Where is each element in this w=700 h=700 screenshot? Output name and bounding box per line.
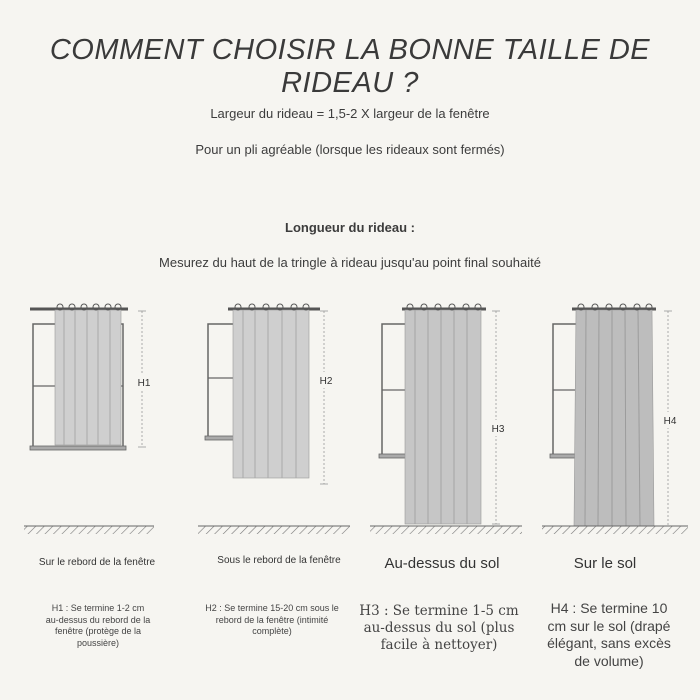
panel-above-floor (370, 304, 522, 534)
curtain-panel (55, 304, 121, 445)
floor (370, 526, 522, 534)
note-line: élégant, sans excès (547, 635, 671, 651)
window-sill (30, 446, 126, 450)
note-below-sill (176, 603, 368, 638)
panel-on-floor (542, 304, 688, 534)
note-line: poussière) (76, 638, 120, 649)
measure-label-h2: H2 (319, 376, 333, 387)
caption-on-floor: Sur le sol (573, 555, 637, 572)
measure-label-h1: H1 (137, 378, 151, 389)
measure-line-h2 (320, 311, 328, 484)
floor (24, 526, 154, 534)
note-line: au-dessus du sol (plus (363, 619, 515, 636)
note-line: facile à nettoyer) (380, 636, 498, 653)
note-line: rebord de la fenêtre (intimité (215, 614, 329, 625)
note-line: H1 : Se termine 1-2 cm (51, 603, 145, 613)
panel-below-sill (198, 304, 350, 534)
length-heading: Longueur du rideau : (285, 220, 415, 235)
note-above-floor (354, 603, 524, 654)
note-line: complète) (252, 626, 292, 637)
note-on-floor (534, 600, 684, 670)
measure-line-h3 (492, 311, 500, 524)
curtain-panel (574, 304, 654, 526)
width-note: Pour un pli agréable (lorsque les rideaux sont fermés) (195, 142, 505, 157)
curtain-length-diagram (0, 290, 700, 540)
curtain-panel (405, 304, 481, 524)
note-line: au-dessus du rebord de la (45, 614, 151, 625)
length-instruction: Mesurez du haut de la tringle à rideau jusqu'au point final souhaité (159, 255, 541, 270)
note-line: cm sur le sol (drapé (547, 617, 671, 634)
measure-label-h4: H4 (663, 416, 677, 427)
note-sill (18, 603, 178, 650)
curtain-panel (233, 304, 309, 478)
floor (542, 526, 688, 534)
measure-label-h3: H3 (491, 424, 505, 435)
panel-sill (24, 304, 155, 534)
note-line: fenêtre (protège de la (54, 626, 142, 637)
caption-sill: Sur le rebord de la fenêtre (38, 557, 156, 568)
width-rule: Largeur du rideau = 1,5-2 X largeur de la fenêtre (210, 106, 490, 121)
floor (198, 526, 350, 534)
note-line: H4 : Se termine 10 (550, 600, 668, 616)
caption-above-floor: Au-dessus du sol (384, 555, 500, 572)
note-line: de volume) (574, 652, 644, 669)
caption-below-sill: Sous le rebord de la fenêtre (217, 555, 341, 566)
page-title: COMMENT CHOISIR LA BONNE TAILLE DE RIDEAU ? (49, 34, 651, 99)
note-line: H2 : Se termine 15-20 cm sous le (205, 603, 339, 613)
note-line: H3 : Se termine 1-5 cm (359, 603, 519, 619)
